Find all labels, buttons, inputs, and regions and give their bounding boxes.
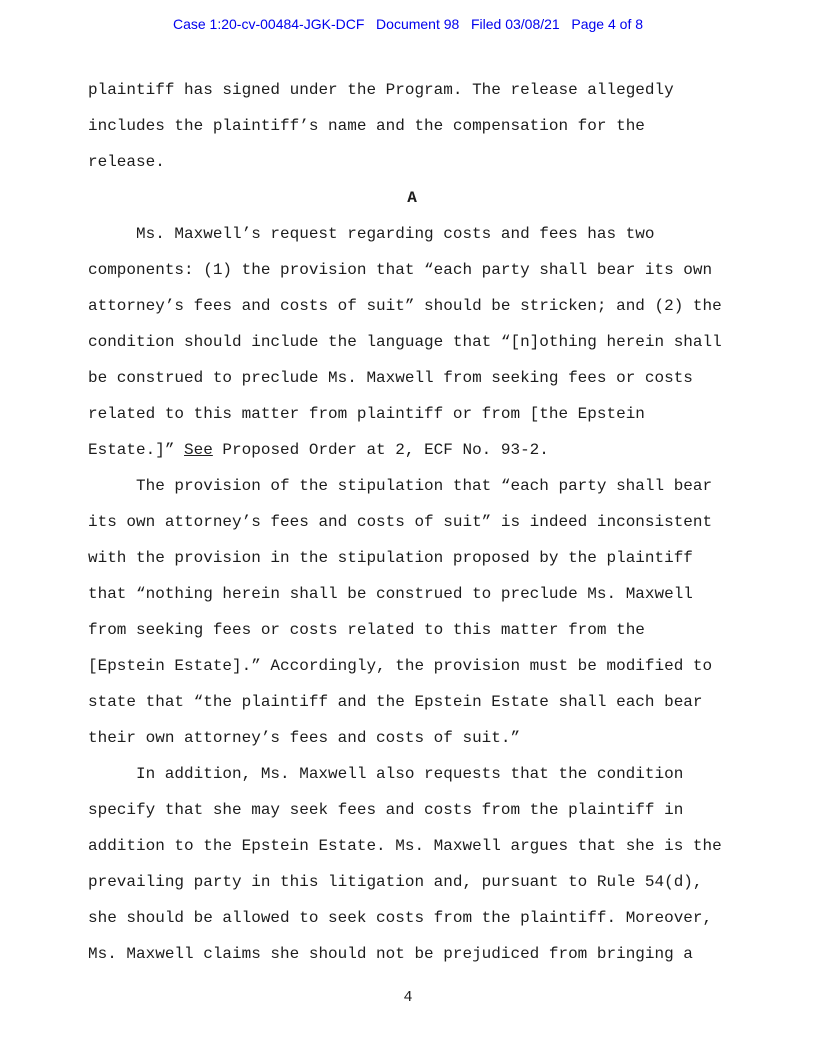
paragraph (88, 468, 736, 756)
doc-line: be construed to preclude Ms. Maxwell from seeking fees or costs (88, 369, 693, 387)
doc-line: addition to the Epstein Estate. Ms. Maxwell argues that she is the (88, 837, 722, 855)
doc-line: state that “the plaintiff and the Epstein Estate shall each bear (88, 693, 703, 711)
doc-line: its own attorney’s fees and costs of suit” is indeed inconsistent (88, 513, 713, 531)
page-number: 4 (403, 989, 413, 1006)
doc-line: Estate.]” See Proposed Order at 2, ECF No. 93-2. (88, 441, 549, 459)
doc-line: Ms. Maxwell claims she should not be prejudiced from bringing a (88, 945, 693, 963)
doc-line: their own attorney’s fees and costs of suit.” (88, 729, 521, 747)
doc-body (88, 72, 736, 972)
paragraph (88, 756, 736, 972)
doc-line: plaintiff has signed under the Program. The release allegedly (88, 81, 674, 99)
paragraph (88, 72, 736, 180)
doc-line: from seeking fees or costs related to this matter from the (88, 621, 645, 639)
section-heading: A (407, 189, 417, 207)
doc-line: [Epstein Estate].” Accordingly, the provision must be modified to (88, 657, 713, 675)
doc-line: specify that she may seek fees and costs from the plaintiff in (88, 801, 684, 819)
paragraph (88, 216, 736, 468)
doc-line: with the provision in the stipulation proposed by the plaintiff (88, 549, 693, 567)
doc-line: Ms. Maxwell’s request regarding costs and fees has two (136, 225, 655, 243)
doc-line: release. (88, 153, 165, 171)
doc-line: she should be allowed to seek costs from the plaintiff. Moreover, (88, 909, 713, 927)
doc-line: condition should include the language that “[n]othing herein shall (88, 333, 722, 351)
doc-line: attorney’s fees and costs of suit” should be stricken; and (2) the (88, 297, 722, 315)
doc-line: components: (1) the provision that “each party shall bear its own (88, 261, 713, 279)
doc-line: The provision of the stipulation that “each party shall bear (136, 477, 713, 495)
citation-signal: See (184, 441, 213, 459)
doc-line: related to this matter from plaintiff or from [the Epstein (88, 405, 645, 423)
doc-line: includes the plaintiff’s name and the compensation for the (88, 117, 645, 135)
doc-line: In addition, Ms. Maxwell also requests that the condition (136, 765, 684, 783)
ecf-case-stamp: Case 1:20-cv-00484-JGK-DCF Document 98 Filed 03/08/21 Page 4 of 8 (172, 16, 644, 32)
doc-line: that “nothing herein shall be construed to preclude Ms. Maxwell (88, 585, 693, 603)
doc-line: prevailing party in this litigation and, pursuant to Rule 54(d), (88, 873, 703, 891)
